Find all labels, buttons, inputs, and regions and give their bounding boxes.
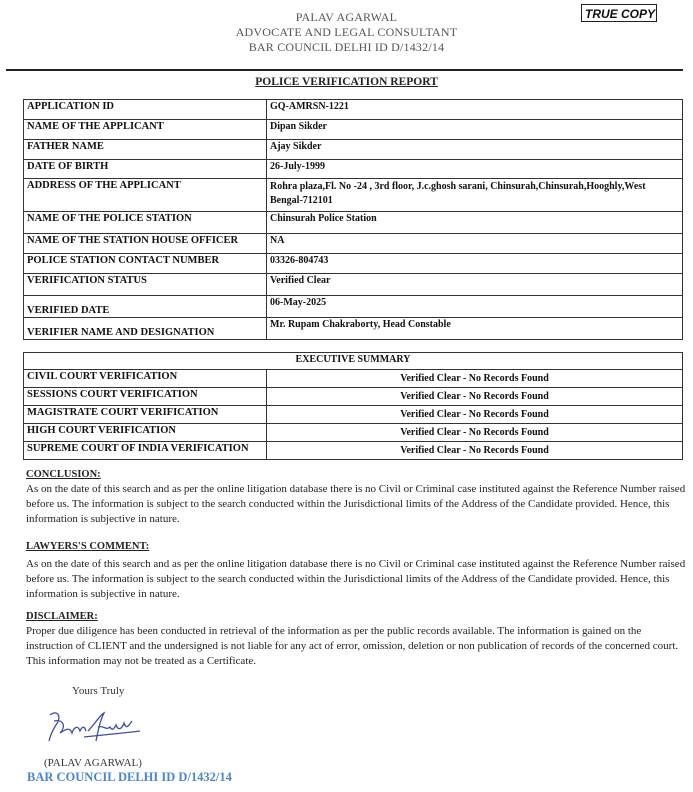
signatory-name: (PALAV AGARWAL) [44, 757, 142, 769]
row-value: Verified Clear [267, 274, 683, 296]
table-row [24, 406, 683, 424]
row-label: NAME OF THE APPLICANT [24, 120, 267, 140]
true-copy-stamp: TRUE COPY [581, 4, 657, 22]
row-label: ADDRESS OF THE APPLICANT [24, 179, 267, 212]
closing-text: Yours Truly [72, 685, 125, 697]
table-row [24, 274, 683, 296]
row-label: FATHER NAME [24, 140, 267, 160]
court-status: Verified Clear - No Records Found [267, 424, 683, 442]
row-value: NA [267, 234, 683, 254]
court-label: HIGH COURT VERIFICATION [24, 424, 267, 442]
advocate-bar-id: BAR COUNCIL DELHI ID D/1432/14 [248, 40, 445, 54]
disclaimer-heading: DISCLAIMER: [26, 611, 98, 622]
row-value: Mr. Rupam Chakraborty, Head Constable [267, 318, 683, 340]
conclusion-heading: CONCLUSION: [26, 469, 101, 480]
court-label: SUPREME COURT OF INDIA VERIFICATION [24, 442, 267, 460]
table-row [24, 296, 683, 318]
table-row [24, 160, 683, 179]
details-table [23, 99, 683, 340]
table-row [24, 254, 683, 274]
row-value: Chinsurah Police Station [267, 212, 683, 234]
conclusion-section [26, 467, 686, 527]
court-label: SESSIONS COURT VERIFICATION [24, 388, 267, 406]
row-label: APPLICATION ID [24, 100, 267, 120]
row-label: NAME OF THE STATION HOUSE OFFICER [24, 234, 267, 254]
row-label: VERIFIER NAME AND DESIGNATION [24, 318, 267, 340]
lawyers-comment-heading: LAWYERS'S COMMENT: [26, 541, 150, 552]
row-label: POLICE STATION CONTACT NUMBER [24, 254, 267, 274]
table-row [24, 212, 683, 234]
court-label: MAGISTRATE COURT VERIFICATION [24, 406, 267, 424]
row-value: Ajay Sikder [267, 140, 683, 160]
row-value: GQ-AMRSN-1221 [267, 100, 683, 120]
court-status: Verified Clear - No Records Found [267, 442, 683, 460]
disclaimer-section [26, 609, 686, 669]
row-value: Dipan Sikder [267, 120, 683, 140]
table-row [24, 234, 683, 254]
table-row [24, 120, 683, 140]
table-row [24, 179, 683, 212]
table-row [24, 388, 683, 406]
advocate-name: PALAV AGARWAL [295, 10, 398, 24]
row-value: 03326-804743 [267, 254, 683, 274]
row-label: NAME OF THE POLICE STATION [24, 212, 267, 234]
court-status: Verified Clear - No Records Found [267, 406, 683, 424]
report-title: POLICE VERIFICATION REPORT [255, 76, 438, 88]
court-label: CIVIL COURT VERIFICATION [24, 370, 267, 388]
row-value: 06-May-2025 [267, 296, 683, 318]
signature-icon [44, 705, 144, 750]
disclaimer-text: Proper due diligence has been conducted in retrieval of the information as per the public records available. The information is gained on the instruction of CLIENT and the undersigned is not liable for any act of error, omission, deletion or non publication of records of the concerned court. This information may not be treated as a Certificate. [26, 625, 679, 667]
conclusion-text: As on the date of this search and as per the online litigation database there is no Civil or Criminal case instituted against the Reference Number raised before us. The information is subject to the search conducted within the Jurisdictional limits of the Address of the Candidate provided. Hence, this information is subjective in nature. [26, 483, 686, 525]
table-row [24, 318, 683, 340]
summary-header-row [24, 353, 683, 370]
signatory-bar-id: BAR COUNCIL DELHI ID D/1432/14 [27, 770, 232, 784]
header-divider [6, 69, 683, 71]
executive-summary-table [23, 352, 683, 460]
table-row [24, 442, 683, 460]
court-status: Verified Clear - No Records Found [267, 370, 683, 388]
table-row [24, 424, 683, 442]
advocate-designation: ADVOCATE AND LEGAL CONSULTANT [235, 25, 458, 39]
lawyers-comment-text: As on the date of this search and as per the online litigation database there is no Civil or Criminal case instituted against the Reference Number raised before us. The information is subject to the search conducted within the Jurisdictional limits of the Address of the Candidate provided. Hence, this information is subjective in nature. [26, 558, 686, 600]
table-row [24, 140, 683, 160]
row-value: Rohra plaza,Fl. No -24 , 3rd floor, J.c.ghosh sarani, Chinsurah,Chinsurah,Hooghly,West Bengal-712101 [267, 179, 683, 212]
row-label: VERIFICATION STATUS [24, 274, 267, 296]
row-label: VERIFIED DATE [24, 296, 267, 318]
row-value: 26-July-1999 [267, 160, 683, 179]
lawyers-comment-section [26, 539, 686, 602]
table-row [24, 100, 683, 120]
row-label: DATE OF BIRTH [24, 160, 267, 179]
table-row [24, 370, 683, 388]
summary-heading: EXECUTIVE SUMMARY [24, 353, 683, 370]
court-status: Verified Clear - No Records Found [267, 388, 683, 406]
